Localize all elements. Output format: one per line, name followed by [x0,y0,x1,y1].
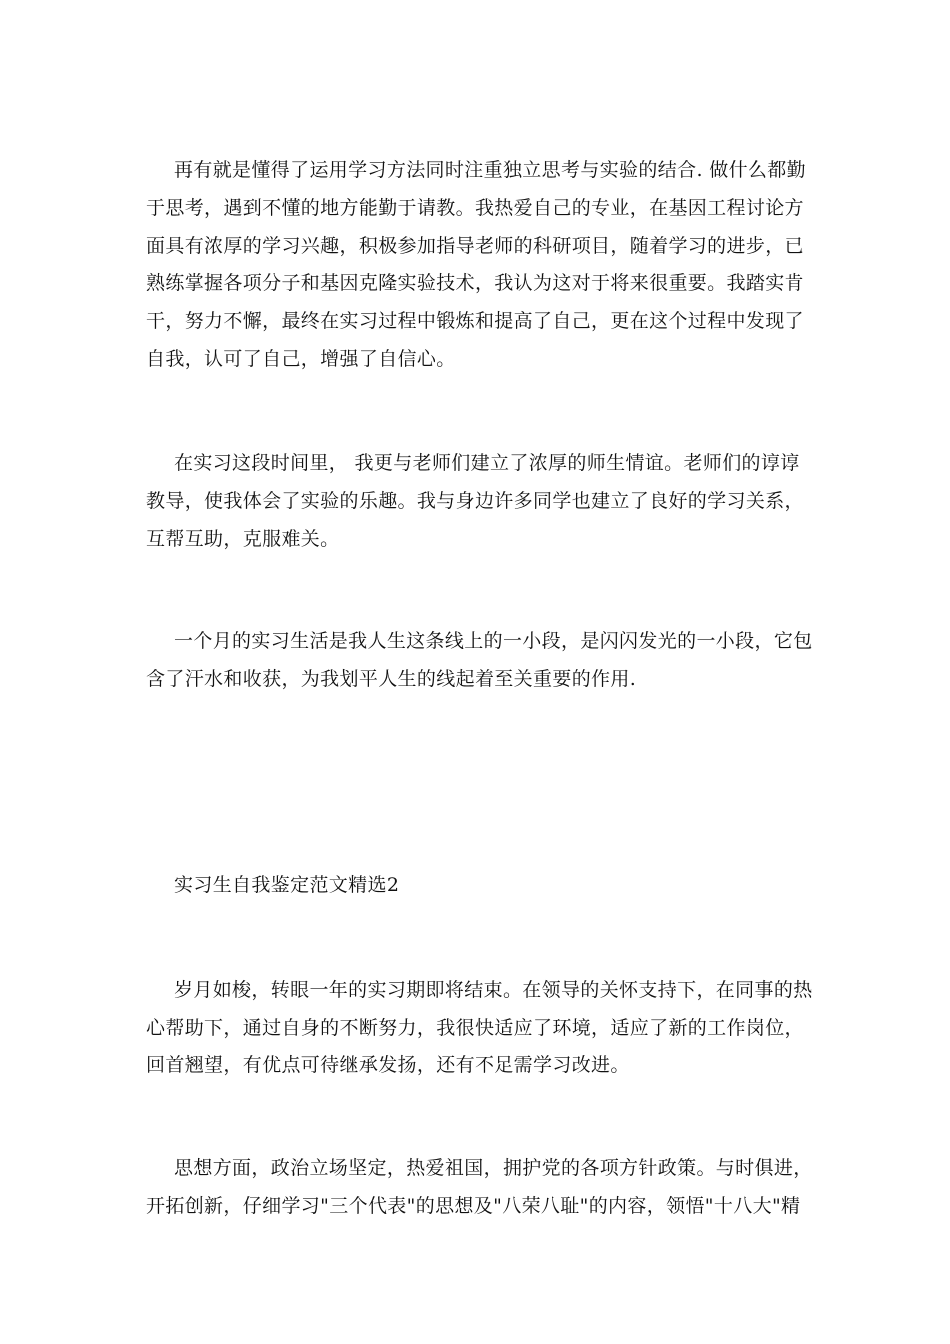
section-heading: 实习生自我鉴定范文精选2 [174,874,400,896]
text-line: 教导，使我体会了实验的乐趣。我与身边许多同学也建立了良好的学习关系， [146,490,804,512]
text-line: 再有就是懂得了运用学习方法同时注重独立思考与实验的结合. 做什么都勤 [174,159,806,181]
text-line: 一个月的实习生活是我人生这条线上的一小段，是闪闪发光的一小段，它包 [174,630,813,652]
text-line: 含了汗水和收获，为我划平人生的线起着至关重要的作用. [146,668,637,690]
text-line: 熟练掌握各项分子和基因克隆实验技术，我认为这对于将来很重要。我踏实肯 [146,272,804,294]
text-line: 思想方面，政治立场坚定，热爱祖国，拥护党的各项方针政策。与时俱进， [174,1157,813,1179]
text-line: 互帮互助，克服难关。 [146,528,340,550]
text-line: 岁月如梭，转眼一年的实习期即将结束。在领导的关怀支持下，在同事的热 [174,979,813,1001]
text-line: 干，努力不懈，最终在实习过程中锻炼和提高了自己，更在这个过程中发现了 [146,310,804,332]
text-line: 开拓创新，仔细学习"三个代表"的思想及"八荣八耻"的内容，领悟"十八大"精 [146,1195,801,1217]
text-line: 在实习这段时间里， 我更与老师们建立了浓厚的师生情谊。老师们的谆谆 [174,452,800,474]
text-line: 自我，认可了自己，增强了自信心。 [146,348,456,370]
text-line: 面具有浓厚的学习兴趣，积极参加指导老师的科研项目，随着学习的进步，已 [146,235,804,257]
text-line: 于思考，遇到不懂的地方能勤于请教。我热爱自己的专业，在基因工程讨论方 [146,197,804,219]
text-line: 回首翘望，有优点可待继承发扬，还有不足需学习改进。 [146,1054,630,1076]
text-line: 心帮助下，通过自身的不断努力，我很快适应了环境，适应了新的工作岗位， [146,1017,804,1039]
